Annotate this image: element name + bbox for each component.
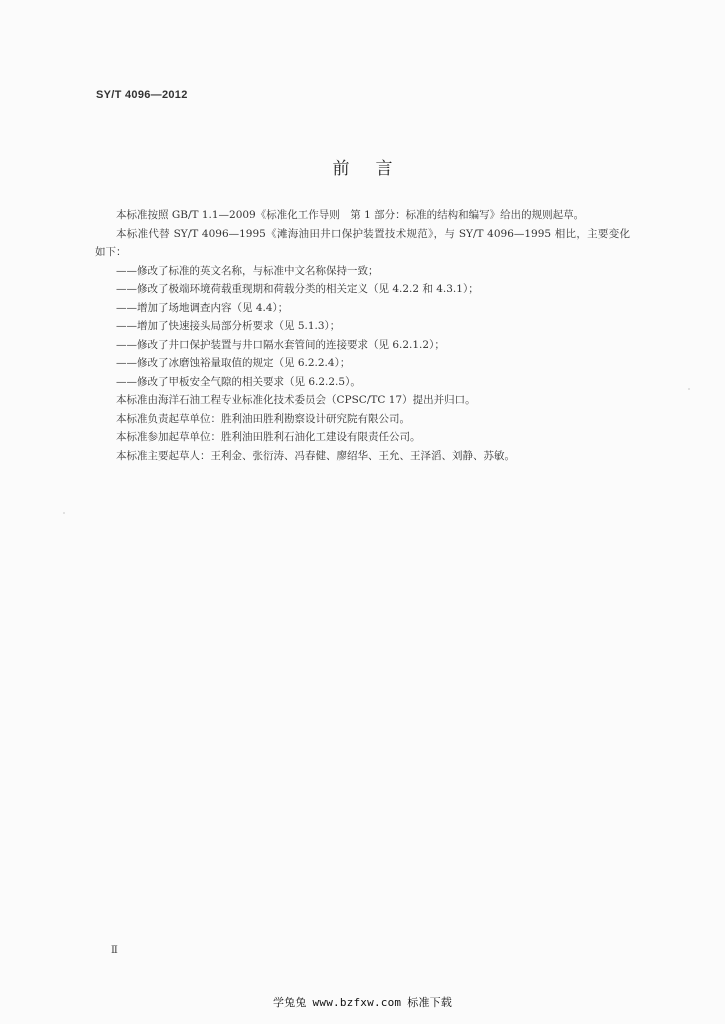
change-item: ——增加了场地调查内容（见 4.4）；: [116, 301, 289, 314]
paragraph-drafting-basis: 本标准按照 GB/T 1.1—2009《标准化工作导则 第 1 部分：标准的结构和编写》给出的规则起草。: [116, 209, 585, 221]
watermark-site-name: 学兔兔: [272, 996, 307, 1009]
scan-speck: [63, 512, 65, 514]
change-item: ——修改了冰磨蚀裕量取值的规定（见 6.2.2.4）；: [116, 357, 351, 369]
watermark: [0, 994, 725, 1010]
watermark-label: 标准下载: [407, 996, 453, 1009]
foreword-body: [95, 206, 630, 465]
paragraph-participating-drafter: 本标准参加起草单位：胜利油田胜利石油化工建设有限责任公司。: [116, 431, 421, 443]
change-item: ——修改了井口保护装置与井口隔水套管间的连接要求（见 6.2.1.2）；: [116, 338, 445, 351]
change-item: ——增加了快速接头局部分析要求（见 5.1.3）；: [116, 320, 341, 332]
watermark-url: www.bzfxw.com: [312, 996, 402, 1009]
paragraph-proposer: 本标准由海洋石油工程专业标准化技术委员会（CPSC/TC 17）提出并归口。: [116, 394, 476, 406]
scan-speck: [688, 388, 690, 390]
change-item: ——修改了标准的英文名称，与标准中文名称保持一致；: [116, 264, 379, 277]
change-item: ——修改了极端环境荷载重现期和荷载分类的相关定义（见 4.2.2 和 4.3.1）；: [116, 283, 479, 295]
standard-code: SY/T 4096—2012: [96, 89, 188, 101]
paragraph-replacement: 本标准代替 SY/T 4096—1995《滩海油田井口保护装置技术规范》，与 SY/T 4096—1995 相比，主要变化如下：: [95, 227, 630, 258]
page-number: Ⅱ: [111, 945, 118, 956]
paragraph-main-drafters: 本标准主要起草人：王利金、张衍涛、冯春健、廖绍华、王允、王泽滔、刘静、苏敏。: [116, 449, 515, 462]
change-list: [95, 262, 630, 392]
change-item: ——修改了甲板安全气隙的相关要求（见 6.2.2.5）。: [116, 375, 361, 388]
paragraph-lead-drafter: 本标准负责起草单位：胜利油田胜利勘察设计研究院有限公司。: [116, 412, 410, 425]
page-title: 前言: [332, 159, 419, 179]
